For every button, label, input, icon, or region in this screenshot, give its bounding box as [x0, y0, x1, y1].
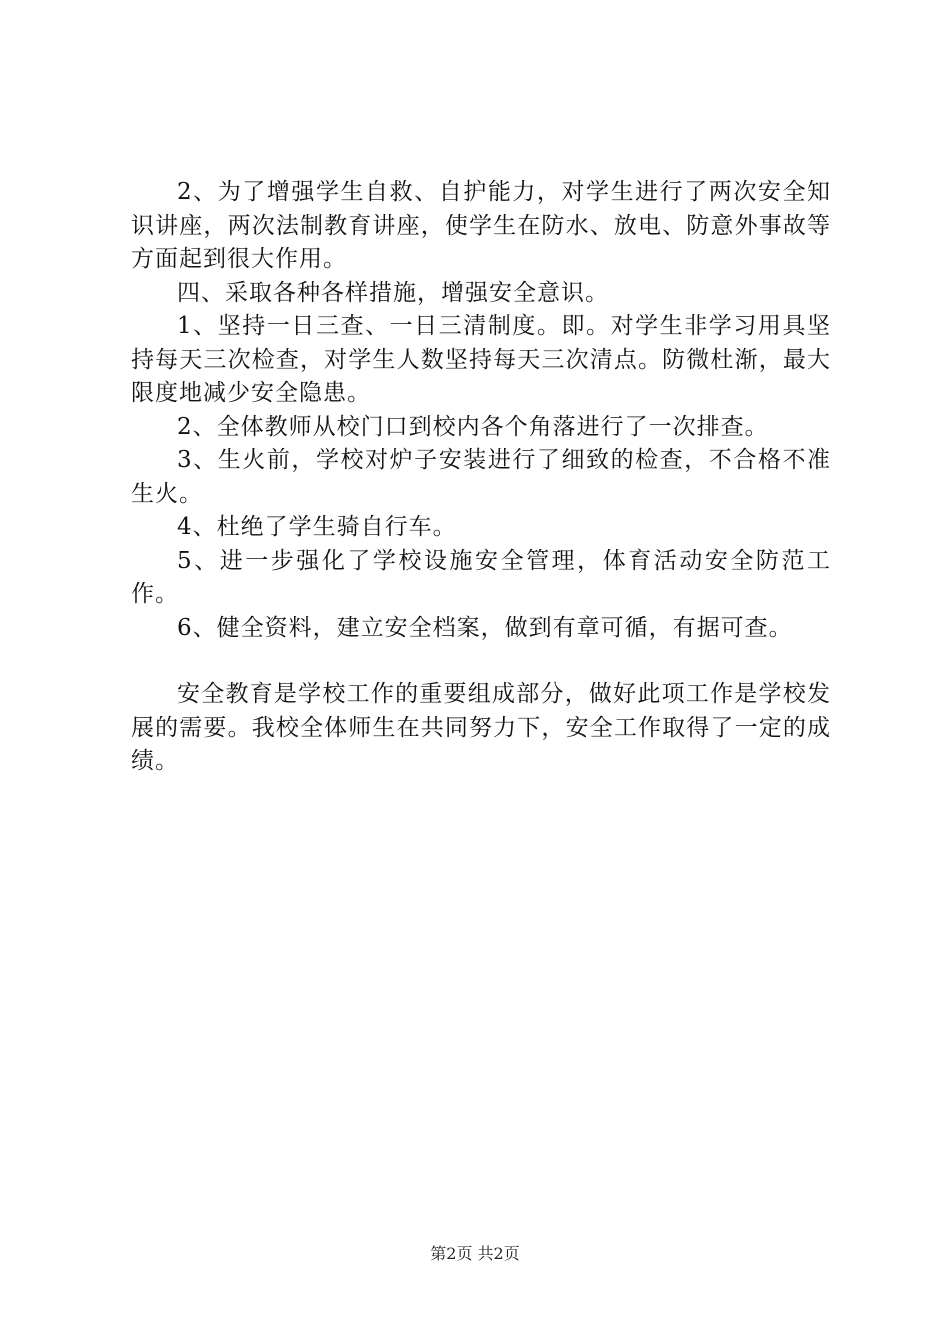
paragraph-stove-check: 3、生火前，学校对炉子安装进行了细致的检查，不合格不准生火。	[131, 447, 831, 507]
paragraph-conclusion: 安全教育是学校工作的重要组成部分，做好此项工作是学校发展的需要。我校全体师生在共同努力下，安全工作取得了一定的成绩。	[131, 681, 831, 774]
document-body	[131, 176, 831, 779]
paragraph-facility-safety: 5、进一步强化了学校设施安全管理，体育活动安全防范工作。	[131, 547, 831, 607]
paragraph-lectures: 2、为了增强学生自救、自护能力，对学生进行了两次安全知识讲座，两次法制教育讲座，使学生在防水、放电、防意外事故等方面起到很大作用。	[131, 179, 831, 272]
paragraph-no-bicycles: 4、杜绝了学生骑自行车。	[177, 514, 457, 540]
section-heading-four: 四、采取各种各样措施，增强安全意识。	[177, 279, 609, 306]
paragraph-teacher-inspection: 2、全体教师从校门口到校内各个角落进行了一次排查。	[177, 413, 769, 440]
page-number-footer: 第2页 共2页	[430, 1244, 520, 1263]
paragraph-safety-archives: 6、健全资料，建立安全档案，做到有章可循，有据可查。	[177, 614, 793, 641]
paragraph-spacer	[131, 645, 831, 678]
paragraph-daily-checks: 1、坚持一日三查、一日三清制度。即。对学生非学习用具坚持每天三次检查，对学生人数坚持每天三次清点。防微杜渐，最大限度地减少安全隐患。	[131, 313, 831, 406]
